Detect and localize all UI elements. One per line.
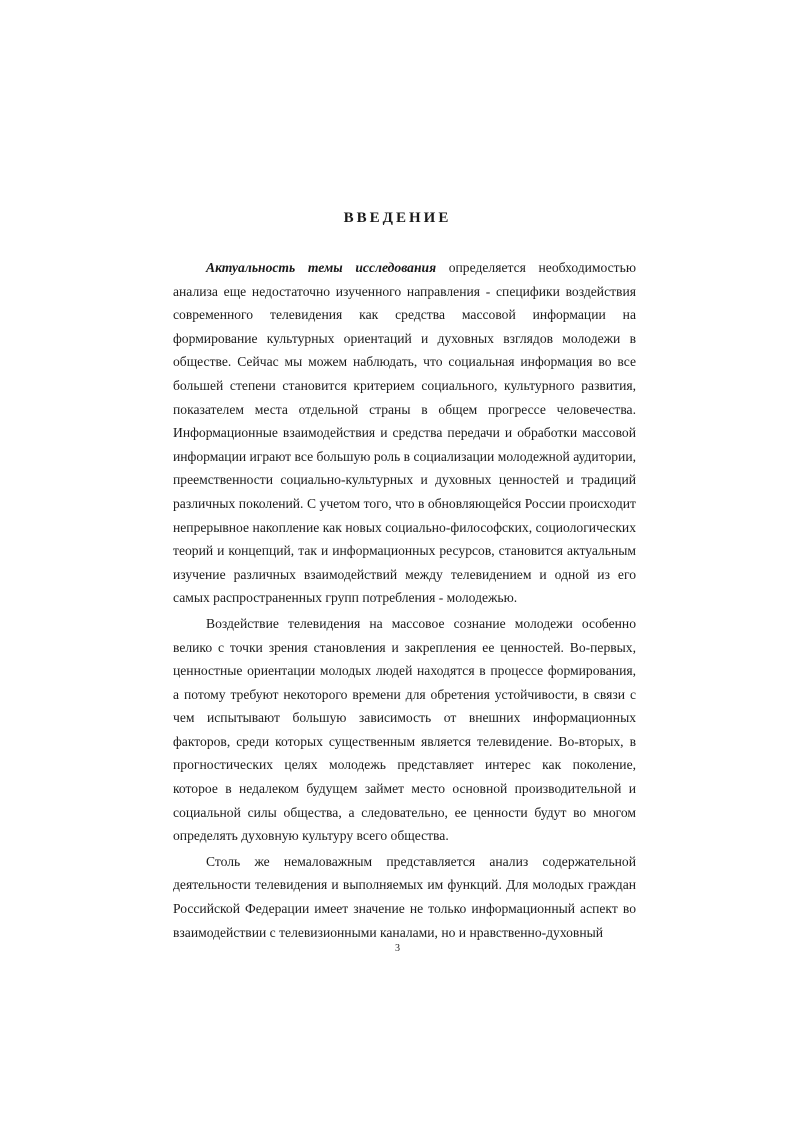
body-text xyxy=(173,256,636,944)
paragraph-text: определяется необходимостью анализа еще недостаточно изученного направления - специфики воздействия современного телевидения как средства массовой информации на формирование культурных ориентаций и духовных взглядов молодежи в обществе. Сейчас мы можем наблюдать, что социальная информация во все большей степени становится критерием социального, культурного развития, показателем места отдельной страны в общем прогрессе человечества. Информационные взаимодействия и средства передачи и обработки массовой информации играют все большую роль в социализации молодежной аудитории, преемственности социально-культурных и духовных ценностей и традиций различных поколений. С учетом того, что в обновляющейся России происходит непрерывное накопление как новых социально-философских, социологических теорий и концепций, так и информационных ресурсов, становится актуальным изучение различных взаимодействий между телевидением и одной из его самых распространенных групп потребления - молодежью. xyxy=(173,260,636,606)
paragraph-2 xyxy=(173,612,636,848)
page-title: ВВЕДЕНИЕ xyxy=(343,210,452,226)
page-number: 3 xyxy=(395,943,400,954)
paragraph-text: Воздействие телевидения на массовое сознание молодежи особенно велико с точки зрения становления и закрепления ее ценностей. Во-первых, ценностные ориентации молодых людей находятся в процессе формирования, а потому требуют некоторого времени для обретения устойчивости, в связи с чем испытывают большую зависимость от внешних информационных факторов, среди которых существенным является телевидение. Во-вторых, в прогностических целях молодежь представляет интерес как поколение, которое в недалеком будущем займет место основной производительной и социальной силы общества, а следовательно, ее ценности будут во многом определять духовную культуру всего общества. xyxy=(173,615,636,844)
paragraph-1 xyxy=(173,256,636,610)
paragraph-lead: Актуальность темы исследования xyxy=(206,260,437,275)
paragraph-3 xyxy=(173,850,636,944)
paragraph-text: Столь же немаловажным представляется анализ содержательной деятельности телевидения и выполняемых им функций. Для молодых граждан Российской Федерации имеет значение не только информационный аспект во взаимодействии с телевизионными каналами, но и нравственно-духовный xyxy=(173,853,636,940)
